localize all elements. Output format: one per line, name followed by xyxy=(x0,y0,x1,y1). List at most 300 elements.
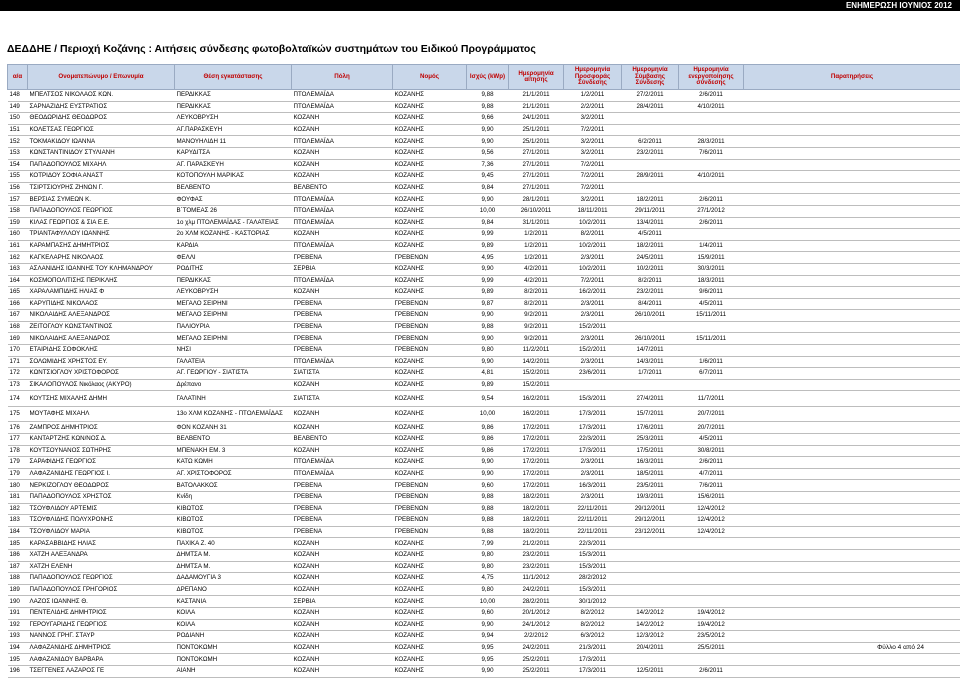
col-notes-cell xyxy=(744,391,960,407)
col-site-cell: ΑΓ. ΓΕΩΡΓΙΟΥ - ΣΙΑΤΙΣΤΑ xyxy=(175,368,292,380)
col-name-cell: ΓΕΡΟΥΓΑΡΙΔΗΣ ΓΕΩΡΓΙΟΣ xyxy=(28,619,175,631)
col-power-cell: 9,88 xyxy=(467,503,509,515)
col-activation-date-cell xyxy=(679,124,744,136)
col-name-cell: ΤΣΕΓΓΕΝΕΣ ΛΑΖΑΡΟΣ ΓΕ xyxy=(28,665,175,677)
col-no-cell: 161 xyxy=(8,240,28,252)
col-prefecture-cell: ΚΟΖΑΝΗΣ xyxy=(393,171,467,183)
col-site-cell: ΔΑΔΑΜΟΥΓΙΑ 3 xyxy=(175,573,292,585)
col-notes-cell xyxy=(744,642,960,654)
col-notes-cell xyxy=(744,205,960,217)
col-offer-date-cell: 6/3/2012 xyxy=(564,631,622,643)
col-power-cell: 9,60 xyxy=(467,607,509,619)
col-city-cell: ΚΟΖΑΝΗ xyxy=(292,631,393,643)
table-row xyxy=(8,159,960,171)
table-row xyxy=(8,356,960,368)
col-activation-date-cell: 15/6/2011 xyxy=(679,492,744,504)
table-row xyxy=(8,240,960,252)
col-offer-date-header: Ημερομηνία Προσφοράς Σύνδεσης xyxy=(564,65,622,90)
col-name-cell: ΤΡΙΑΝΤΑΦΥΛΛΟΥ ΙΩΑΝΝΗΣ xyxy=(28,229,175,241)
page-title: ΔΕΔΔΗΕ / Περιοχή Κοζάνης : Αιτήσεις σύνδεσης φωτοβολταϊκών συστημάτων του Ειδικού Προγράμματος xyxy=(7,43,536,55)
col-site-cell: ΜΠΕΝΑΚΗ ΕΜ. 3 xyxy=(175,445,292,457)
col-city-cell: ΚΟΖΑΝΗ xyxy=(292,619,393,631)
col-site-cell: Δρέπανο xyxy=(175,379,292,391)
col-contract-date-cell: 23/2/2011 xyxy=(622,287,679,299)
table-row xyxy=(8,654,960,666)
col-name-cell: ΚΟΥΤΣΟΥΝΑΝΟΣ ΣΩΤΗΡΗΣ xyxy=(28,445,175,457)
col-application-date-cell: 25/2/2011 xyxy=(509,654,564,666)
col-name-cell: ΝΑΝΝΟΣ ΓΡΗΓ. ΣΤΑΥΡ xyxy=(28,631,175,643)
col-no-cell: 188 xyxy=(8,573,28,585)
col-offer-date-cell: 2/3/2011 xyxy=(564,333,622,345)
col-power-cell: 4,95 xyxy=(467,252,509,264)
col-activation-date-cell xyxy=(679,159,744,171)
col-no-cell: 181 xyxy=(8,492,28,504)
col-name-cell: ΠΑΠΑΔΟΠΟΥΛΟΣ ΓΕΩΡΓΙΟΣ xyxy=(28,205,175,217)
col-power-cell: 9,90 xyxy=(467,665,509,677)
col-offer-date-cell: 21/3/2011 xyxy=(564,642,622,654)
col-application-date-cell: 27/1/2011 xyxy=(509,171,564,183)
col-application-date-cell: 27/1/2011 xyxy=(509,147,564,159)
col-activation-date-cell: 2/6/2011 xyxy=(679,90,744,102)
col-contract-date-cell: 29/11/2011 xyxy=(622,205,679,217)
col-prefecture-cell: ΚΟΖΑΝΗΣ xyxy=(393,159,467,171)
col-prefecture-cell: ΚΟΖΑΝΗΣ xyxy=(393,368,467,380)
col-application-date-cell: 31/1/2011 xyxy=(509,217,564,229)
col-activation-date-cell: 15/11/2011 xyxy=(679,333,744,345)
col-prefecture-cell: ΚΟΖΑΝΗΣ xyxy=(393,665,467,677)
col-activation-date-cell: 9/6/2011 xyxy=(679,287,744,299)
col-name-cell: ΠΑΠΑΔΟΠΟΥΛΟΣ ΓΡΗΓΟΡΙΟΣ xyxy=(28,584,175,596)
col-contract-date-cell: 19/3/2011 xyxy=(622,492,679,504)
col-no-cell: 194 xyxy=(8,642,28,654)
col-power-cell: 9,90 xyxy=(467,356,509,368)
col-city-cell: ΚΟΖΑΝΗ xyxy=(292,171,393,183)
col-notes-cell xyxy=(744,549,960,561)
col-application-date-cell: 25/1/2011 xyxy=(509,136,564,148)
col-offer-date-cell: 3/2/2011 xyxy=(564,113,622,125)
col-activation-date-cell xyxy=(679,573,744,585)
col-activation-date-cell: 11/7/2011 xyxy=(679,391,744,407)
col-contract-date-cell: 20/4/2011 xyxy=(622,642,679,654)
col-activation-date-cell xyxy=(679,229,744,241)
col-power-cell: 9,56 xyxy=(467,147,509,159)
col-no-cell: 180 xyxy=(8,480,28,492)
col-city-header: Πόλη xyxy=(292,65,393,90)
col-no-cell: 195 xyxy=(8,654,28,666)
col-application-date-cell: 24/2/2011 xyxy=(509,642,564,654)
col-notes-cell xyxy=(744,573,960,585)
col-offer-date-cell: 22/3/2011 xyxy=(564,538,622,550)
col-no-cell: 170 xyxy=(8,345,28,357)
col-offer-date-cell: 7/2/2011 xyxy=(564,124,622,136)
col-prefecture-cell: ΚΟΖΑΝΗΣ xyxy=(393,240,467,252)
col-prefecture-cell: ΚΟΖΑΝΗΣ xyxy=(393,406,467,422)
col-notes-cell xyxy=(744,113,960,125)
col-contract-date-cell xyxy=(622,584,679,596)
col-site-cell: ΔΗΜΤΣΑ Μ. xyxy=(175,549,292,561)
col-application-date-cell: 21/1/2011 xyxy=(509,101,564,113)
col-power-cell: 9,99 xyxy=(467,275,509,287)
col-no-cell: 166 xyxy=(8,298,28,310)
col-prefecture-cell: ΚΟΖΑΝΗΣ xyxy=(393,205,467,217)
col-contract-date-cell: 14/7/2011 xyxy=(622,345,679,357)
col-site-cell: ΦΟΝ ΚΟΖΑΝΗ 31 xyxy=(175,422,292,434)
col-contract-date-cell: 28/9/2011 xyxy=(622,171,679,183)
col-site-cell: ΠΑΧΙΚΑ Z. 40 xyxy=(175,538,292,550)
col-notes-cell xyxy=(744,468,960,480)
col-no-cell: 179 xyxy=(8,457,28,469)
col-city-cell: ΚΟΖΑΝΗ xyxy=(292,229,393,241)
col-application-date-cell: 4/2/2011 xyxy=(509,263,564,275)
col-name-cell: ΣΑΡΝΑΖΙΔΗΣ ΕΥΣΤΡΑΤΙΟΣ xyxy=(28,101,175,113)
col-application-date-cell: 1/2/2011 xyxy=(509,240,564,252)
col-name-cell: ΛΑΖΟΣ ΙΩΑΝΝΗΣ Θ. xyxy=(28,596,175,608)
col-application-date-cell: 18/2/2011 xyxy=(509,503,564,515)
col-activation-date-cell: 12/4/2012 xyxy=(679,503,744,515)
col-notes-cell xyxy=(744,406,960,422)
col-offer-date-cell: 15/3/2011 xyxy=(564,391,622,407)
table-row xyxy=(8,229,960,241)
col-contract-date-cell: 14/2/2012 xyxy=(622,607,679,619)
col-power-cell: 9,80 xyxy=(467,345,509,357)
col-contract-date-cell xyxy=(622,573,679,585)
col-power-cell: 9,86 xyxy=(467,434,509,446)
col-application-date-cell: 25/1/2011 xyxy=(509,124,564,136)
col-site-cell: ΠΑΛΙΟΥΡΙΑ xyxy=(175,321,292,333)
table-row xyxy=(8,619,960,631)
col-name-cell: ΧΑΡΑΛΑΜΠΙΔΗΣ ΗΛΙΑΣ Φ xyxy=(28,287,175,299)
table-row xyxy=(8,607,960,619)
col-city-cell: ΚΟΖΑΝΗ xyxy=(292,665,393,677)
col-site-cell: Κνίδη xyxy=(175,492,292,504)
table-row xyxy=(8,468,960,480)
col-name-cell: ΠΑΠΑΔΟΠΟΥΛΟΣ ΜΙΧΑΗΛ xyxy=(28,159,175,171)
col-city-cell: ΒΕΛΒΕΝΤΟ xyxy=(292,434,393,446)
col-contract-date-cell: 29/12/2011 xyxy=(622,503,679,515)
col-site-cell: ΛΕΥΚΟΒΡΥΣΗ xyxy=(175,113,292,125)
col-no-cell: 159 xyxy=(8,217,28,229)
col-notes-cell xyxy=(744,503,960,515)
col-offer-date-cell: 18/11/2011 xyxy=(564,205,622,217)
col-site-cell: ΚΑΡΥΔΙΤΣΑ xyxy=(175,147,292,159)
col-offer-date-cell: 3/2/2011 xyxy=(564,136,622,148)
col-power-cell: 9,87 xyxy=(467,298,509,310)
col-prefecture-cell: ΚΟΖΑΝΗΣ xyxy=(393,607,467,619)
col-notes-cell xyxy=(744,298,960,310)
col-contract-date-cell xyxy=(622,654,679,666)
table-row xyxy=(8,263,960,275)
col-city-cell: ΠΤΟΛΕΜΑΪΔΑ xyxy=(292,240,393,252)
col-application-date-cell: 17/2/2011 xyxy=(509,457,564,469)
col-contract-date-cell: 17/5/2011 xyxy=(622,445,679,457)
col-notes-cell xyxy=(744,101,960,113)
col-prefecture-cell: ΚΟΖΑΝΗΣ xyxy=(393,573,467,585)
col-power-cell: 9,90 xyxy=(467,468,509,480)
col-name-cell: ΤΟΚΜΑΚΙΔΟΥ ΙΩΑΝΝΑ xyxy=(28,136,175,148)
table-row xyxy=(8,642,960,654)
col-name-cell: ΚΩΝΤΣΙΟΓΛΟΥ ΧΡΙΣΤΟΦΟΡΟΣ xyxy=(28,368,175,380)
col-site-cell: ΒΑΤΟΛΑΚΚΟΣ xyxy=(175,480,292,492)
col-notes-cell xyxy=(744,619,960,631)
col-contract-date-cell: 24/5/2011 xyxy=(622,252,679,264)
col-offer-date-cell: 22/11/2011 xyxy=(564,526,622,538)
col-offer-date-cell: 3/2/2011 xyxy=(564,147,622,159)
col-no-cell: 190 xyxy=(8,596,28,608)
col-prefecture-cell: ΚΟΖΑΝΗΣ xyxy=(393,90,467,102)
col-power-cell: 9,88 xyxy=(467,515,509,527)
col-city-cell: ΓΡΕΒΕΝΑ xyxy=(292,333,393,345)
col-prefecture-cell: ΓΡΕΒΕΝΩΝ xyxy=(393,321,467,333)
table-row xyxy=(8,147,960,159)
col-name-cell: ΒΕΡΣΙΑΣ ΣΥΜΕΩΝ Κ. xyxy=(28,194,175,206)
col-activation-date-cell xyxy=(679,345,744,357)
col-prefecture-cell: ΓΡΕΒΕΝΩΝ xyxy=(393,333,467,345)
col-city-cell: ΓΡΕΒΕΝΑ xyxy=(292,515,393,527)
col-prefecture-cell: ΚΟΖΑΝΗΣ xyxy=(393,287,467,299)
col-no-cell: 192 xyxy=(8,619,28,631)
col-prefecture-cell: ΚΟΖΑΝΗΣ xyxy=(393,434,467,446)
col-activation-date-cell: 18/3/2011 xyxy=(679,275,744,287)
col-city-cell: ΒΕΛΒΕΝΤΟ xyxy=(292,182,393,194)
col-no-cell: 179 xyxy=(8,468,28,480)
col-contract-date-cell: 1/7/2011 xyxy=(622,368,679,380)
col-notes-cell xyxy=(744,515,960,527)
col-offer-date-cell: 17/3/2011 xyxy=(564,422,622,434)
col-application-date-cell: 21/2/2011 xyxy=(509,538,564,550)
col-contract-date-cell: 27/2/2011 xyxy=(622,90,679,102)
col-city-cell: ΚΟΖΑΝΗ xyxy=(292,584,393,596)
col-name-cell: ΜΠΕΛΤΣΟΣ ΝΙΚΟΛΑΟΣ ΚΩΝ. xyxy=(28,90,175,102)
col-city-cell: ΓΡΕΒΕΝΑ xyxy=(292,480,393,492)
col-contract-date-cell xyxy=(622,321,679,333)
table-row xyxy=(8,573,960,585)
col-city-cell: ΠΤΟΛΕΜΑΪΔΑ xyxy=(292,457,393,469)
col-city-cell: ΓΡΕΒΕΝΑ xyxy=(292,503,393,515)
col-name-cell: ΛΑΦΑΖΑΝΙΔΗΣ ΔΗΜΗΤΡΙΟΣ xyxy=(28,642,175,654)
table-row xyxy=(8,379,960,391)
col-activation-date-cell: 23/5/2012 xyxy=(679,631,744,643)
col-no-cell: 157 xyxy=(8,194,28,206)
col-activation-date-cell xyxy=(679,538,744,550)
col-no-cell: 169 xyxy=(8,333,28,345)
col-application-date-cell: 4/2/2011 xyxy=(509,275,564,287)
col-name-cell: ΠΑΠΑΔΟΠΟΥΛΟΣ ΧΡΗΣΤΟΣ xyxy=(28,492,175,504)
col-name-cell: ΖΑΜΠΡΟΣ ΔΗΜΗΤΡΙΟΣ xyxy=(28,422,175,434)
col-contract-date-cell xyxy=(622,596,679,608)
col-city-cell: ΚΟΖΑΝΗ xyxy=(292,159,393,171)
col-no-cell: 175 xyxy=(8,406,28,422)
col-site-cell: ΑΓ. ΠΑΡΑΣΚΕΥΗ xyxy=(175,159,292,171)
col-city-cell: ΚΟΖΑΝΗ xyxy=(292,379,393,391)
col-prefecture-cell: ΚΟΖΑΝΗΣ xyxy=(393,584,467,596)
col-offer-date-cell: 2/3/2011 xyxy=(564,468,622,480)
col-application-date-cell: 17/2/2011 xyxy=(509,434,564,446)
col-application-date-cell: 20/1/2012 xyxy=(509,607,564,619)
col-power-cell: 9,54 xyxy=(467,391,509,407)
table-row xyxy=(8,194,960,206)
col-notes-cell xyxy=(744,492,960,504)
col-city-cell: ΚΟΖΑΝΗ xyxy=(292,406,393,422)
col-name-cell: ΧΑΤΖΗ ΑΛΕΞΑΝΔΡΑ xyxy=(28,549,175,561)
col-name-cell: ΣΙΚΑΛΟΠΟΥΛΟΣ Νικόλαος (ΑΚΥΡΟ) xyxy=(28,379,175,391)
col-activation-date-cell: 7/6/2011 xyxy=(679,147,744,159)
col-contract-date-cell: 18/2/2011 xyxy=(622,194,679,206)
col-city-cell: ΚΟΖΑΝΗ xyxy=(292,287,393,299)
col-notes-cell xyxy=(744,275,960,287)
col-no-header: α/α xyxy=(8,65,28,90)
table-row xyxy=(8,515,960,527)
col-notes-cell xyxy=(744,229,960,241)
col-site-cell: ΑΙΑΝΗ xyxy=(175,665,292,677)
col-power-cell: 7,36 xyxy=(467,159,509,171)
col-power-cell: 9,90 xyxy=(467,263,509,275)
col-notes-cell xyxy=(744,159,960,171)
col-notes-cell xyxy=(744,596,960,608)
col-offer-date-cell: 17/3/2011 xyxy=(564,445,622,457)
col-prefecture-cell: ΚΟΖΑΝΗΣ xyxy=(393,275,467,287)
col-notes-cell xyxy=(744,422,960,434)
col-activation-date-cell: 4/10/2011 xyxy=(679,101,744,113)
table-row xyxy=(8,345,960,357)
col-contract-date-cell xyxy=(622,549,679,561)
col-contract-date-cell: 23/5/2011 xyxy=(622,480,679,492)
table-row xyxy=(8,445,960,457)
table-body xyxy=(8,90,960,678)
col-contract-date-cell xyxy=(622,561,679,573)
col-site-cell: ΚΟΙΛΑ xyxy=(175,607,292,619)
col-contract-date-header: Ημερομηνία Σύμβασης Σύνδεσης xyxy=(622,65,679,90)
col-site-cell: ΜΕΓΑΛΟ ΣΕΙΡΗΝΙ xyxy=(175,298,292,310)
col-no-cell: 185 xyxy=(8,538,28,550)
col-application-date-cell: 17/2/2011 xyxy=(509,445,564,457)
col-notes-cell xyxy=(744,654,960,666)
col-contract-date-cell: 12/5/2011 xyxy=(622,665,679,677)
col-activation-date-cell: 30/3/2011 xyxy=(679,263,744,275)
col-activation-date-cell xyxy=(679,584,744,596)
col-prefecture-cell: ΚΟΖΑΝΗΣ xyxy=(393,468,467,480)
col-activation-date-cell: 2/6/2011 xyxy=(679,457,744,469)
col-power-cell: 9,88 xyxy=(467,526,509,538)
col-site-cell: ΦΟΥΦΑΣ xyxy=(175,194,292,206)
col-activation-date-cell: 15/11/2011 xyxy=(679,310,744,322)
col-power-cell: 9,88 xyxy=(467,321,509,333)
col-power-cell: 9,90 xyxy=(467,457,509,469)
col-notes-cell xyxy=(744,457,960,469)
col-offer-date-cell: 16/3/2011 xyxy=(564,480,622,492)
col-power-cell: 9,90 xyxy=(467,310,509,322)
col-no-cell: 150 xyxy=(8,113,28,125)
table-row xyxy=(8,457,960,469)
col-notes-cell xyxy=(744,561,960,573)
col-application-date-cell: 9/2/2011 xyxy=(509,333,564,345)
col-no-cell: 189 xyxy=(8,584,28,596)
table-row xyxy=(8,321,960,333)
col-application-date-cell: 18/2/2011 xyxy=(509,526,564,538)
col-prefecture-cell: ΚΟΖΑΝΗΣ xyxy=(393,619,467,631)
table-row xyxy=(8,492,960,504)
col-application-date-cell: 24/1/2012 xyxy=(509,619,564,631)
col-notes-cell xyxy=(744,194,960,206)
col-no-cell: 149 xyxy=(8,101,28,113)
col-offer-date-cell: 16/2/2011 xyxy=(564,287,622,299)
col-application-date-cell: 24/2/2011 xyxy=(509,584,564,596)
table-row xyxy=(8,368,960,380)
col-power-cell: 9,90 xyxy=(467,333,509,345)
col-prefecture-cell: ΓΡΕΒΕΝΩΝ xyxy=(393,515,467,527)
col-site-cell: ΓΑΛΑΤΕΙΑ xyxy=(175,356,292,368)
col-no-cell: 174 xyxy=(8,391,28,407)
col-city-cell: ΓΡΕΒΕΝΑ xyxy=(292,321,393,333)
col-name-cell: ΛΑΦΑΖΑΝΙΔΟΥ ΒΑΡΒΑΡΑ xyxy=(28,654,175,666)
col-offer-date-cell: 2/3/2011 xyxy=(564,457,622,469)
col-activation-date-cell: 20/7/2011 xyxy=(679,422,744,434)
col-site-cell: ΡΟΔΙΤΗΣ xyxy=(175,263,292,275)
col-application-date-cell: 23/2/2011 xyxy=(509,561,564,573)
col-prefecture-cell: ΚΟΖΑΝΗΣ xyxy=(393,217,467,229)
col-application-date-cell: 18/2/2011 xyxy=(509,515,564,527)
col-power-cell: 9,88 xyxy=(467,492,509,504)
col-site-cell: ΓΑΛΑΤΙΝΗ xyxy=(175,391,292,407)
col-no-cell: 151 xyxy=(8,124,28,136)
col-prefecture-cell: ΓΡΕΒΕΝΩΝ xyxy=(393,345,467,357)
table-row xyxy=(8,113,960,125)
col-prefecture-cell: ΚΟΖΑΝΗΣ xyxy=(393,642,467,654)
col-activation-date-cell: 2/6/2011 xyxy=(679,194,744,206)
col-site-header: Θέση εγκατάστασης xyxy=(175,65,292,90)
col-site-cell: ΑΓ.ΠΑΡΑΣΚΕΥΗ xyxy=(175,124,292,136)
col-power-cell: 10,00 xyxy=(467,406,509,422)
col-prefecture-cell: ΚΟΖΑΝΗΣ xyxy=(393,561,467,573)
col-notes-cell xyxy=(744,182,960,194)
col-offer-date-cell: 2/3/2011 xyxy=(564,356,622,368)
col-application-date-cell: 1/2/2011 xyxy=(509,252,564,264)
col-contract-date-cell: 17/6/2011 xyxy=(622,422,679,434)
col-name-cell: ΖΕΙΤΟΓΛΟΥ ΚΩΝΣΤΑΝΤΙΝΟΣ xyxy=(28,321,175,333)
col-offer-date-cell: 15/2/2011 xyxy=(564,321,622,333)
col-name-cell: ΚΟΣΜΟΠΟΛΙΤΙΣΗΣ ΠΕΡΙΚΛΗΣ xyxy=(28,275,175,287)
col-name-cell: ΣΑΡΑΦΙΔΗΣ ΓΕΩΡΓΙΟΣ xyxy=(28,457,175,469)
col-power-cell: 9,95 xyxy=(467,642,509,654)
col-application-date-cell: 28/2/2011 xyxy=(509,596,564,608)
col-offer-date-cell: 2/2/2011 xyxy=(564,101,622,113)
col-notes-cell xyxy=(744,310,960,322)
table-row xyxy=(8,90,960,102)
col-application-date-cell: 17/2/2011 xyxy=(509,468,564,480)
col-no-cell: 196 xyxy=(8,665,28,677)
col-offer-date-cell: 8/2/2011 xyxy=(564,229,622,241)
col-site-cell: ΒΕΛΒΕΝΤΟ xyxy=(175,434,292,446)
col-site-cell: ΚΑΡΔΙΑ xyxy=(175,240,292,252)
update-label: ΕΝΗΜΕΡΩΣΗ ΙΟΥΝΙΟΣ 2012 xyxy=(846,0,952,11)
col-prefecture-cell: ΚΟΖΑΝΗΣ xyxy=(393,182,467,194)
table-row xyxy=(8,101,960,113)
col-contract-date-cell: 16/3/2011 xyxy=(622,457,679,469)
table-row xyxy=(8,503,960,515)
col-site-cell: ΔΗΜΤΣΑ Μ. xyxy=(175,561,292,573)
table-row xyxy=(8,538,960,550)
col-no-cell: 193 xyxy=(8,631,28,643)
table-row xyxy=(8,584,960,596)
col-prefecture-cell: ΚΟΖΑΝΗΣ xyxy=(393,124,467,136)
col-city-cell: ΚΟΖΑΝΗ xyxy=(292,607,393,619)
col-name-cell: ΚΟΥΤΣΗΣ ΜΙΧΑΛΗΣ ΔΗΜΗ xyxy=(28,391,175,407)
col-contract-date-cell: 23/2/2011 xyxy=(622,147,679,159)
col-no-cell: 187 xyxy=(8,561,28,573)
col-site-cell: ΚΟΙΛΑ xyxy=(175,619,292,631)
col-notes-cell xyxy=(744,368,960,380)
col-city-cell: ΚΟΖΑΝΗ xyxy=(292,573,393,585)
col-power-cell: 9,80 xyxy=(467,561,509,573)
